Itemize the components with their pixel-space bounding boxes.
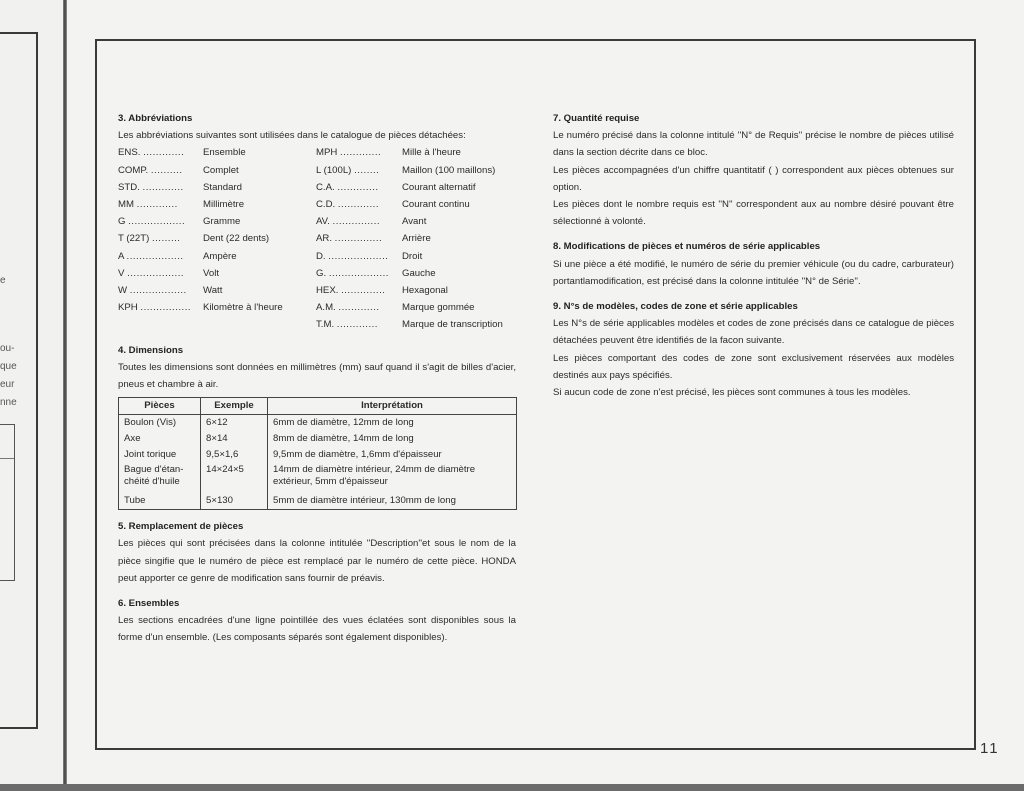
section-text: Les pièces qui sont précisées dans la colonne intitulée ''Description''et sous le nom de la pièce singifie que le numéro de pièce est remplacé par le numéro de cette pièce. HONDA peut apporter ce genre de modification sans fournir de préavis. xyxy=(118,538,516,584)
abbreviation-meaning: Courant alternatif xyxy=(402,181,476,193)
abbreviation-item xyxy=(118,179,316,196)
section-text: Les pièces accompagnées d'un chiffre quantitatif ( ) correspondent aux pièces obtenues sur option. xyxy=(553,164,954,193)
table-header: Exemple xyxy=(201,398,268,415)
section-title: 9. N°s de modèles, codes de zone et série applicables xyxy=(553,301,798,313)
abbreviation-code: MPH xyxy=(316,147,338,159)
abbreviation-code: L (100L) xyxy=(316,164,352,176)
abbreviation-item xyxy=(118,162,316,179)
abbreviation-item xyxy=(118,299,316,316)
leader-dots: .................. xyxy=(129,285,187,297)
abbreviation-column-left xyxy=(118,144,316,333)
section-title: 4. Dimensions xyxy=(118,344,184,356)
abbreviation-key xyxy=(316,248,402,265)
abbreviation-code: A.M. xyxy=(316,302,336,314)
abbreviation-meaning: Standard xyxy=(203,181,242,193)
table-cell-interpretation: 9,5mm de diamètre, 1,6mm d'épaisseur xyxy=(268,447,517,463)
table-cell-piece: Tube xyxy=(119,493,201,510)
abbreviation-item xyxy=(316,179,514,196)
abbreviation-item xyxy=(316,213,514,230)
abbreviation-meaning: Marque de transcription xyxy=(402,319,503,331)
left-column xyxy=(118,110,516,647)
leader-dots: .................. xyxy=(126,250,184,262)
abbreviation-meaning: Ensemble xyxy=(203,147,246,159)
abbreviation-item xyxy=(316,316,514,333)
table-cell-piece: Axe xyxy=(119,431,201,447)
table-header: Pièces xyxy=(119,398,201,415)
section-modifications xyxy=(553,238,954,290)
abbreviation-item xyxy=(118,230,316,247)
abbreviation-code: ENS. xyxy=(118,147,141,159)
section-text: Les N°s de série applicables modèles et codes de zone précisés dans ce catalogue de pièces détachées peuvent être identifiés de la facon suivante. xyxy=(553,318,954,347)
table-cell-example: 14×24×5 xyxy=(201,463,268,493)
section-text: Le numéro précisé dans la colonne intitulé ''N° de Requis'' précise le nombre de pièces utilisé dans la section décrite dans ce bloc. xyxy=(553,130,954,159)
abbreviation-code: A xyxy=(118,250,124,262)
section-text: Si une pièce a été modifié, le numéro de série du premier véhicule (ou du cadre, carburateur) portantlamodification, est précisé dans la colonne intitulée ''N° de Série''. xyxy=(553,258,954,287)
abbreviation-item xyxy=(316,299,514,316)
abbreviation-key xyxy=(118,179,203,196)
abbreviation-key xyxy=(118,248,203,265)
previous-page-fragment: ou- xyxy=(0,343,15,354)
abbreviation-key xyxy=(118,144,203,161)
leader-dots: ......... xyxy=(151,233,181,245)
section-title: 8. Modifications de pièces et numéros de série applicables xyxy=(553,241,821,253)
abbreviation-code: STD. xyxy=(118,181,140,193)
abbreviation-key xyxy=(118,299,203,316)
section-intro: Les abbréviations suivantes sont utilisées dans le catalogue de pièces détachées: xyxy=(118,130,466,142)
right-column xyxy=(553,110,954,401)
abbreviation-key xyxy=(118,162,203,179)
abbreviation-meaning: Ampère xyxy=(203,250,237,262)
previous-page-fragment: nne xyxy=(0,397,17,408)
leader-dots: ................... xyxy=(328,250,389,262)
section-quantity xyxy=(553,110,954,230)
section-text: Les sections encadrées d'une ligne pointillée des vues éclatées sont disponibles sous la forme d'un ensemble. (Les composants séparés sont également disponibles). xyxy=(118,615,516,644)
page-number: 11 xyxy=(980,740,1000,757)
abbreviation-item xyxy=(316,248,514,265)
section-title: 3. Abbréviations xyxy=(118,113,193,124)
abbreviation-key xyxy=(118,230,203,247)
abbreviation-code: G xyxy=(118,216,126,228)
abbreviation-list xyxy=(118,144,516,333)
abbreviation-key xyxy=(316,299,402,316)
abbreviation-key xyxy=(316,196,402,213)
leader-dots: ............... xyxy=(332,216,381,228)
abbreviation-item xyxy=(118,248,316,265)
abbreviation-meaning: Courant continu xyxy=(402,199,470,211)
table-cell-piece: Boulon (Vis) xyxy=(119,415,201,432)
book-spine xyxy=(63,0,67,784)
section-text: Toutes les dimensions sont données en millimètres (mm) sauf quand il s'agit de billes d'acier, pneus et chambre à air. xyxy=(118,361,516,391)
abbreviation-meaning: Mille à l'heure xyxy=(402,147,461,159)
table-cell-interpretation: 5mm de diamètre intérieur, 130mm de long xyxy=(268,493,517,510)
section-dimensions xyxy=(118,342,516,511)
abbreviation-meaning: Gramme xyxy=(203,216,241,228)
abbreviation-item xyxy=(118,213,316,230)
leader-dots: ............. xyxy=(340,147,382,159)
leader-dots: ............... xyxy=(334,233,383,245)
abbreviation-item xyxy=(118,144,316,161)
abbreviation-key xyxy=(316,179,402,196)
section-text: Les pièces dont le nombre requis est ''N'' correspondent aux au nombre désiré pouvant être sélectionné à volonté. xyxy=(553,199,954,228)
abbreviation-item xyxy=(316,162,514,179)
abbreviation-meaning: Gauche xyxy=(402,267,436,279)
previous-page-fragment: que xyxy=(0,361,17,372)
leader-dots: ............. xyxy=(136,199,178,211)
table-header: Interprétation xyxy=(268,398,517,415)
leader-dots: ............. xyxy=(338,302,380,314)
table-cell-example: 8×14 xyxy=(201,431,268,447)
leader-dots: .............. xyxy=(341,285,386,297)
abbreviation-key xyxy=(316,144,402,161)
table-row xyxy=(119,415,517,432)
previous-page-table-rule xyxy=(0,458,14,459)
abbreviation-code: V xyxy=(118,267,125,279)
abbreviation-code: KPH xyxy=(118,302,138,314)
abbreviation-meaning: Kilomètre à l'heure xyxy=(203,302,283,314)
abbreviation-code: T.M. xyxy=(316,319,335,331)
abbreviation-item xyxy=(316,230,514,247)
section-text: Les pièces comportant des codes de zone sont exclusivement réservées aux modèles destinés aux pays spécifiés. xyxy=(553,352,954,381)
table-cell-piece: Bague d'étan-chéité d'huile xyxy=(119,463,201,493)
leader-dots: ............. xyxy=(337,181,379,193)
abbreviation-code: G. xyxy=(316,267,327,279)
abbreviation-key xyxy=(118,213,203,230)
leader-dots: ............. xyxy=(143,147,185,159)
previous-page-table-edge xyxy=(0,424,15,581)
abbreviation-item xyxy=(118,265,316,282)
leader-dots: .................. xyxy=(127,267,185,279)
section-title: 6. Ensembles xyxy=(118,598,180,610)
abbreviation-key xyxy=(316,162,402,179)
abbreviation-key xyxy=(316,316,402,333)
previous-page-frame-side xyxy=(36,32,38,729)
abbreviation-meaning: Marque gommée xyxy=(402,302,475,314)
abbreviation-code: HEX. xyxy=(316,285,339,297)
section-models xyxy=(553,298,954,401)
abbreviation-meaning: Complet xyxy=(203,164,239,176)
abbreviation-item xyxy=(316,196,514,213)
abbreviation-code: MM xyxy=(118,199,134,211)
section-abbreviations xyxy=(118,110,516,334)
abbreviation-code: C.D. xyxy=(316,199,336,211)
abbreviation-meaning: Maillon (100 maillons) xyxy=(402,164,496,176)
abbreviation-meaning: Millimètre xyxy=(203,199,245,211)
leader-dots: ............. xyxy=(336,319,378,331)
table-cell-example: 6×12 xyxy=(201,415,268,432)
abbreviation-meaning: Volt xyxy=(203,267,220,279)
abbreviation-code: D. xyxy=(316,250,326,262)
abbreviation-key xyxy=(316,230,402,247)
abbreviation-key xyxy=(316,282,402,299)
leader-dots: ................ xyxy=(140,302,192,314)
abbreviation-key xyxy=(118,196,203,213)
abbreviation-item xyxy=(118,196,316,213)
abbreviation-key xyxy=(316,265,402,282)
abbreviation-code: W xyxy=(118,285,128,297)
leader-dots: .......... xyxy=(150,164,183,176)
leader-dots: ............. xyxy=(337,199,380,211)
scan-bottom-edge xyxy=(0,784,1024,791)
dimensions-table xyxy=(118,397,517,510)
abbreviation-item xyxy=(316,282,514,299)
abbreviation-item xyxy=(118,282,316,299)
section-title: 7. Quantité requise xyxy=(553,113,640,124)
abbreviation-key xyxy=(118,282,203,299)
abbreviation-code: COMP. xyxy=(118,164,149,176)
previous-page-edge xyxy=(0,0,66,784)
table-row xyxy=(119,447,517,463)
table-cell-example: 9,5×1,6 xyxy=(201,447,268,463)
abbreviation-key xyxy=(316,213,402,230)
abbreviation-code: AV. xyxy=(316,216,330,228)
abbreviation-code: T (22T) xyxy=(118,233,150,245)
table-row xyxy=(119,493,517,510)
leader-dots: ........ xyxy=(354,164,380,176)
abbreviation-key xyxy=(118,265,203,282)
abbreviation-column-right xyxy=(316,144,514,333)
previous-page-fragment: eur xyxy=(0,379,15,390)
abbreviation-code: AR. xyxy=(316,233,332,245)
table-cell-interpretation: 8mm de diamètre, 14mm de long xyxy=(268,431,517,447)
abbreviation-item xyxy=(316,144,514,161)
abbreviation-meaning: Avant xyxy=(402,216,427,228)
abbreviation-item xyxy=(316,265,514,282)
section-sets xyxy=(118,595,516,647)
section-title: 5. Remplacement de pièces xyxy=(118,521,244,533)
previous-page-frame-top xyxy=(0,32,38,34)
leader-dots: ................... xyxy=(328,267,389,279)
previous-page-frame-bottom xyxy=(0,727,38,729)
abbreviation-meaning: Hexagonal xyxy=(402,285,448,297)
table-cell-example: 5×130 xyxy=(201,493,268,510)
table-cell-piece: Joint torique xyxy=(119,447,201,463)
table-cell-interpretation: 14mm de diamètre intérieur, 24mm de diamètre extérieur, 5mm d'épaisseur xyxy=(268,463,517,493)
abbreviation-meaning: Dent (22 dents) xyxy=(203,233,270,245)
leader-dots: ............. xyxy=(142,181,184,193)
table-row xyxy=(119,431,517,447)
section-replacement xyxy=(118,518,516,587)
abbreviation-meaning: Droit xyxy=(402,250,423,262)
table-header-row xyxy=(119,398,517,415)
abbreviation-meaning: Watt xyxy=(203,285,223,297)
section-text: Si aucun code de zone n'est précisé, les pièces sont communes à tous les modèles. xyxy=(553,387,911,399)
abbreviation-meaning: Arrière xyxy=(402,233,431,245)
leader-dots: .................. xyxy=(128,216,186,228)
previous-page-fragment: e xyxy=(0,275,6,286)
table-row xyxy=(119,463,517,493)
table-cell-interpretation: 6mm de diamètre, 12mm de long xyxy=(268,415,517,432)
abbreviation-code: C.A. xyxy=(316,181,335,193)
